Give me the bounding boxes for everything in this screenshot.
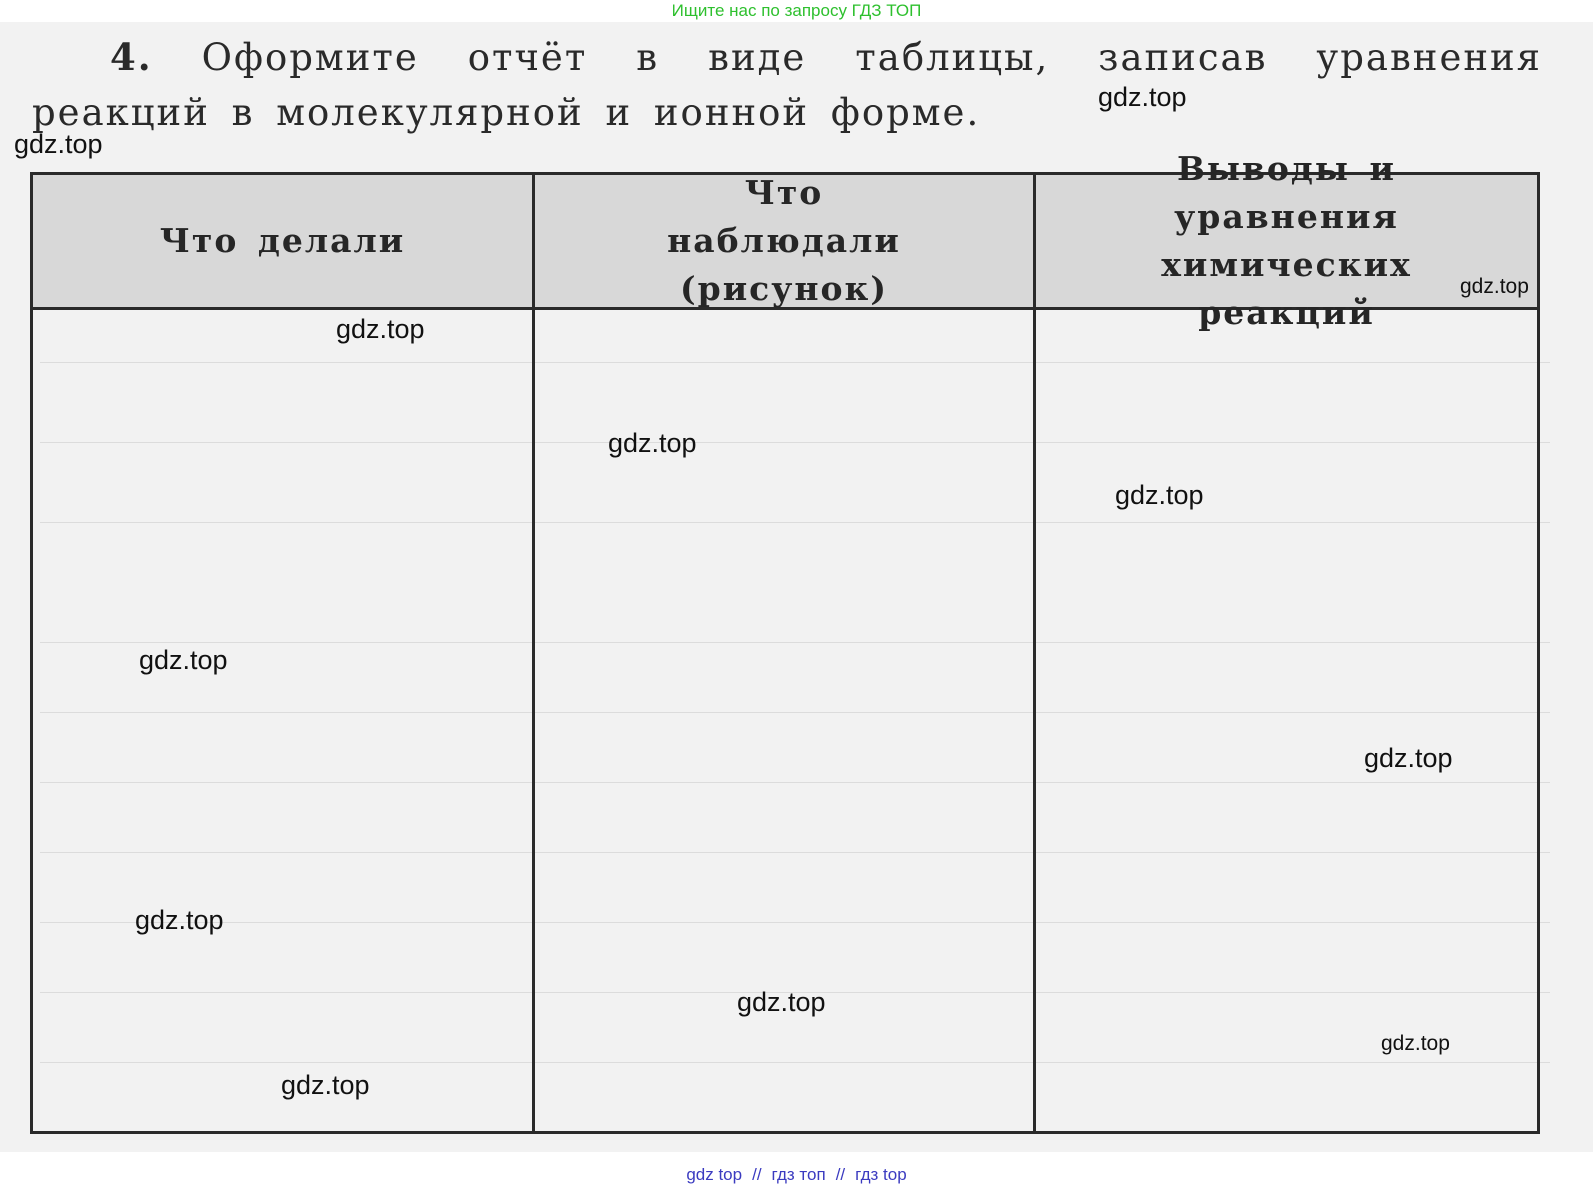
column-header-conclusions-label: Выводы и уравнения химических реакций	[1161, 149, 1412, 332]
watermark-text: gdz.top	[281, 1070, 370, 1100]
column-header-observed-label: Что наблюдали (рисунок)	[667, 173, 901, 308]
watermark-text: gdz.top	[1364, 743, 1453, 773]
textbook-page-scan	[0, 22, 1593, 1152]
task-statement	[32, 30, 1542, 140]
watermark-text: gdz.top	[139, 645, 228, 675]
answer-cell-conclusions[interactable]	[1036, 310, 1537, 1131]
watermark-text: gdz.top	[1460, 275, 1529, 298]
watermark-text: gdz.top	[737, 987, 826, 1017]
watermark-text: gdz.top	[1115, 480, 1204, 510]
task-number: 4.	[110, 35, 153, 79]
top-banner-link[interactable]: Ищите нас по запросу ГДЗ ТОП	[671, 1, 922, 20]
footer-link[interactable]: gdz top	[686, 1164, 743, 1184]
column-header-observed	[535, 175, 1036, 307]
watermark-text: gdz.top	[135, 905, 224, 935]
task-text: Оформите отчёт в виде таблицы, записав уравнения реакций в молекулярной и ионной форме.	[32, 36, 1542, 134]
answer-cell-what-done[interactable]	[33, 310, 535, 1131]
footer-link[interactable]: гдз топ	[771, 1164, 826, 1184]
footer-link[interactable]: гдз top	[855, 1164, 907, 1184]
column-header-what-done: Что делали	[33, 175, 535, 307]
footer-links	[0, 1152, 1593, 1197]
footer-separator: //	[752, 1164, 762, 1184]
watermark-text: gdz.top	[1098, 82, 1187, 112]
watermark-text: gdz.top	[336, 314, 425, 344]
footer-separator: //	[835, 1164, 846, 1184]
watermark-text: gdz.top	[1381, 1032, 1450, 1055]
watermark-text: gdz.top	[608, 428, 697, 458]
watermark-text: gdz.top	[14, 129, 103, 159]
